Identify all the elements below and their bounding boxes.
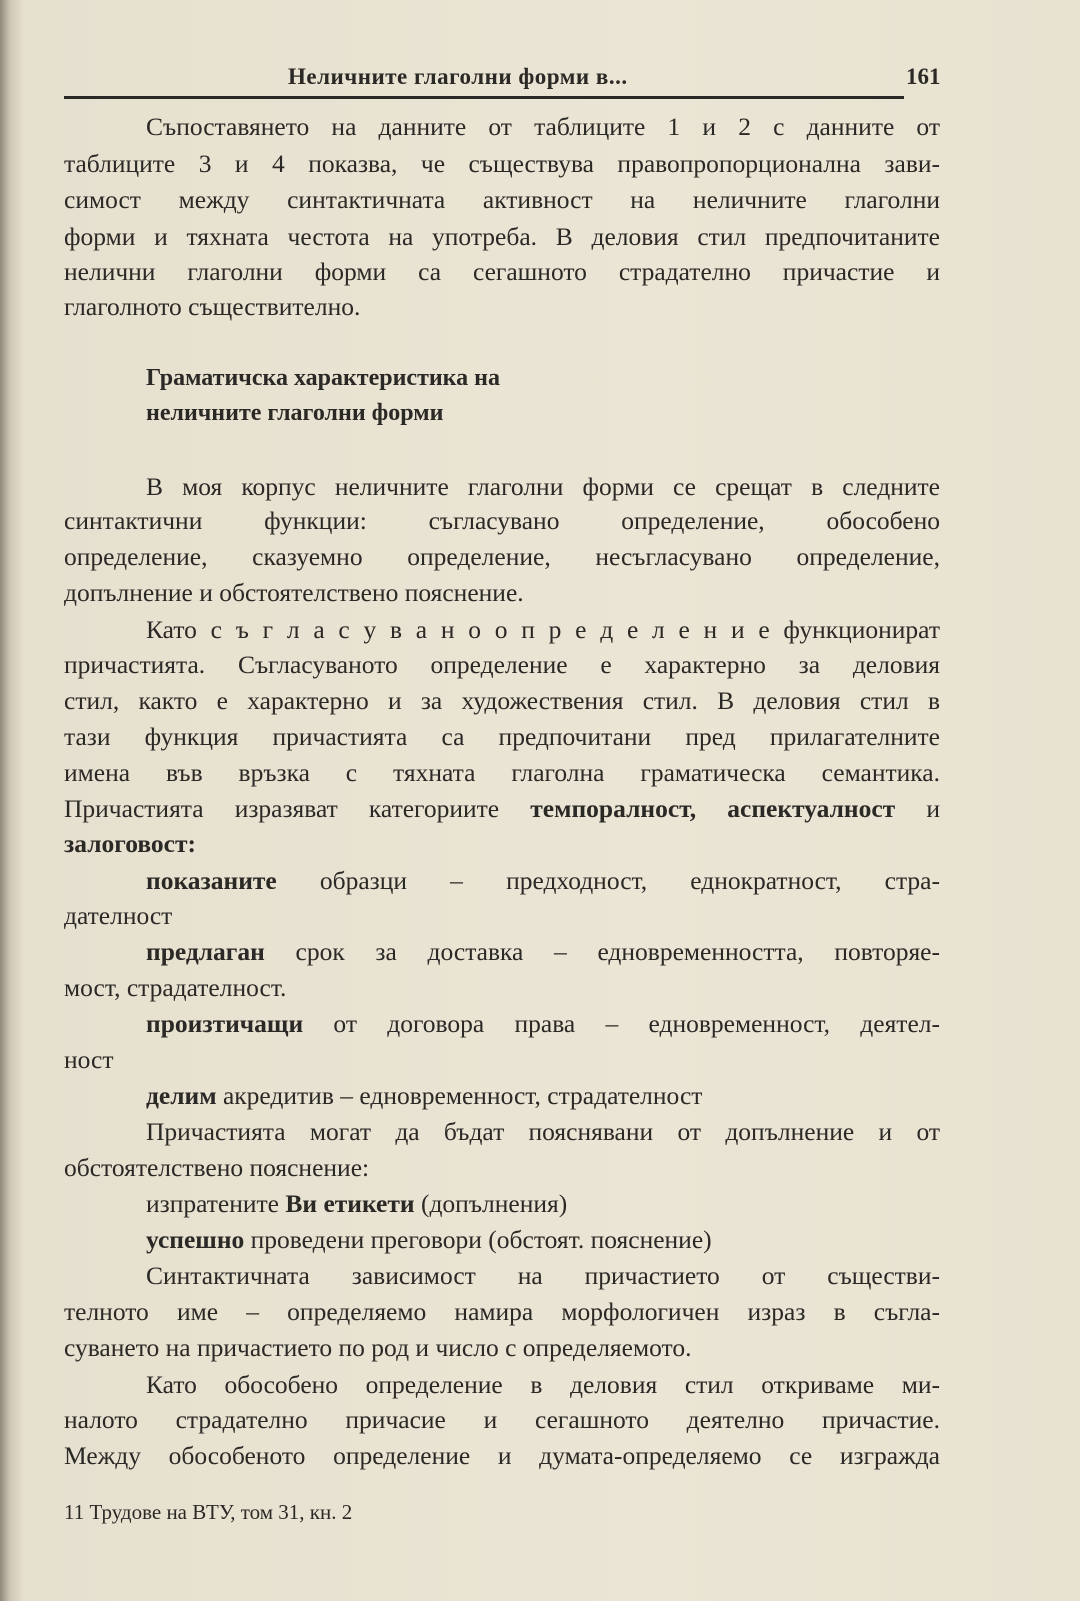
- text-run: Граматичска характеристика на: [146, 365, 500, 391]
- text-line: [146, 472, 940, 502]
- text-line: [64, 292, 940, 322]
- text-line: [64, 1153, 940, 1183]
- text-run: Причастията изразяват категориите: [64, 794, 531, 823]
- bold-term: произтичащи: [146, 1009, 304, 1038]
- text-line: [64, 794, 940, 824]
- text-line: [146, 937, 940, 967]
- text-run: допълнение и обстоятелствено пояснение.: [64, 578, 524, 607]
- bold-term: успешно: [146, 1225, 245, 1254]
- text-line: [64, 758, 940, 788]
- text-line: [64, 578, 940, 608]
- text-run: причастията. Съгласуваното определение е характерно за деловия: [64, 650, 940, 679]
- text-run: Синтактичната зависимост на причастието от съществи-: [146, 1261, 940, 1290]
- text-line: [64, 1405, 940, 1435]
- text-run: и: [895, 794, 940, 823]
- text-line: [146, 866, 940, 896]
- text-run: срок за доставка – едновременността, повторяе-: [264, 937, 940, 966]
- text-run: Между обособеното определение и думата-определяемо се изгражда: [64, 1441, 940, 1470]
- text-run: образци – предходност, еднократност, стра-: [276, 866, 940, 895]
- text-line: [64, 506, 940, 536]
- text-run: Като обособено определение в деловия стил откриваме ми-: [146, 1370, 940, 1399]
- text-run: проведени преговори (обстоят. пояснение): [244, 1225, 712, 1254]
- text-line: [146, 1370, 940, 1400]
- text-run: стил, както е характерно и за художествения стил. В деловия стил в: [64, 686, 940, 715]
- text-line: [64, 1441, 940, 1471]
- text-run: от договора права – едновременност, деятел-: [303, 1009, 940, 1038]
- section-heading-line: [146, 363, 940, 393]
- text-line: [64, 542, 940, 572]
- text-line: [64, 1297, 940, 1327]
- text-line: [64, 722, 940, 752]
- text-run: суването на причастието по род и число с определяемото.: [64, 1333, 692, 1362]
- section-heading-line: [146, 398, 940, 428]
- text-line: [64, 149, 940, 179]
- text-line: [64, 650, 940, 680]
- text-run: глаголното съществително.: [64, 292, 361, 321]
- page-footer: 11 Трудове на ВТУ, том 31, кн. 2: [64, 1500, 353, 1524]
- text-run: Съпоставянето на данните от таблиците 1 и 2 с данните от: [146, 112, 940, 141]
- bold-term: темпоралност, аспектуалност: [530, 794, 896, 823]
- text-line: [64, 973, 940, 1003]
- text-line: [146, 1009, 940, 1039]
- bold-term: показаните: [146, 866, 277, 895]
- text-line: [146, 615, 940, 645]
- running-header: [64, 62, 941, 96]
- text-run: симост между синтактичната активност на неличните глаголни: [64, 185, 940, 214]
- text-line: [146, 1117, 940, 1147]
- text-line: [64, 257, 940, 287]
- text-run: акредитив – едновременност, страдателност: [216, 1081, 703, 1110]
- text-run: ност: [64, 1045, 114, 1074]
- page-number: 161: [906, 64, 941, 89]
- bold-term: Ви етикети: [285, 1189, 415, 1218]
- text-line: [146, 1225, 940, 1255]
- bold-term: залоговост:: [64, 829, 197, 858]
- text-run: Причастията могат да бъдат пояснявани от допълнение и от: [146, 1117, 940, 1146]
- text-line: [64, 222, 940, 252]
- text-run: (допълнения): [414, 1189, 568, 1218]
- text-line: [64, 686, 940, 716]
- text-run: телното име – определяемо намира морфологичен израз в съгла-: [64, 1297, 940, 1326]
- text-line: [64, 1045, 940, 1075]
- text-run: Като с ъ г л а с у в а н о о п р е д е л е н и е функционират: [146, 615, 940, 644]
- text-run: таблиците 3 и 4 показва, че съществува правопропорционална зави-: [64, 149, 940, 178]
- bold-term: делим: [146, 1081, 217, 1110]
- text-line: [64, 1333, 940, 1363]
- running-header-title: Неличните глаголни форми в...: [288, 64, 628, 89]
- text-run: нелични глаголни форми са сегашното страдателно причастие и: [64, 257, 940, 286]
- text-run: мост, страдателност.: [64, 973, 287, 1002]
- text-run: тази функция причастията са предпочитани пред прилагателните: [64, 722, 940, 751]
- text-run: дателност: [64, 901, 173, 930]
- text-line: [64, 901, 940, 931]
- text-line: [146, 1081, 940, 1111]
- text-line: [146, 112, 940, 142]
- text-run: В моя корпус неличните глаголни форми се срещат в следните: [146, 472, 940, 501]
- text-run: определение, сказуемно определение, несъгласувано определение,: [64, 542, 940, 571]
- text-run: синтактични функции: съгласувано определение, обособено: [64, 506, 940, 535]
- text-run: имена във връзка с тяхната глаголна граматическа семантика.: [64, 758, 940, 787]
- header-rule: [64, 96, 904, 99]
- text-line: [146, 1189, 940, 1219]
- text-run: налото страдателно причасие и сегашното деятелно причастие.: [64, 1405, 940, 1434]
- text-line: [64, 185, 940, 215]
- text-line: [146, 1261, 940, 1291]
- text-run: обстоятелствено пояснение:: [64, 1153, 370, 1182]
- text-run: неличните глаголни форми: [146, 400, 444, 426]
- bold-term: предлаган: [146, 937, 265, 966]
- text-line: [64, 829, 940, 859]
- text-run: форми и тяхната честота на употреба. В деловия стил предпочитаните: [64, 222, 940, 251]
- text-run: изпратените: [146, 1189, 286, 1218]
